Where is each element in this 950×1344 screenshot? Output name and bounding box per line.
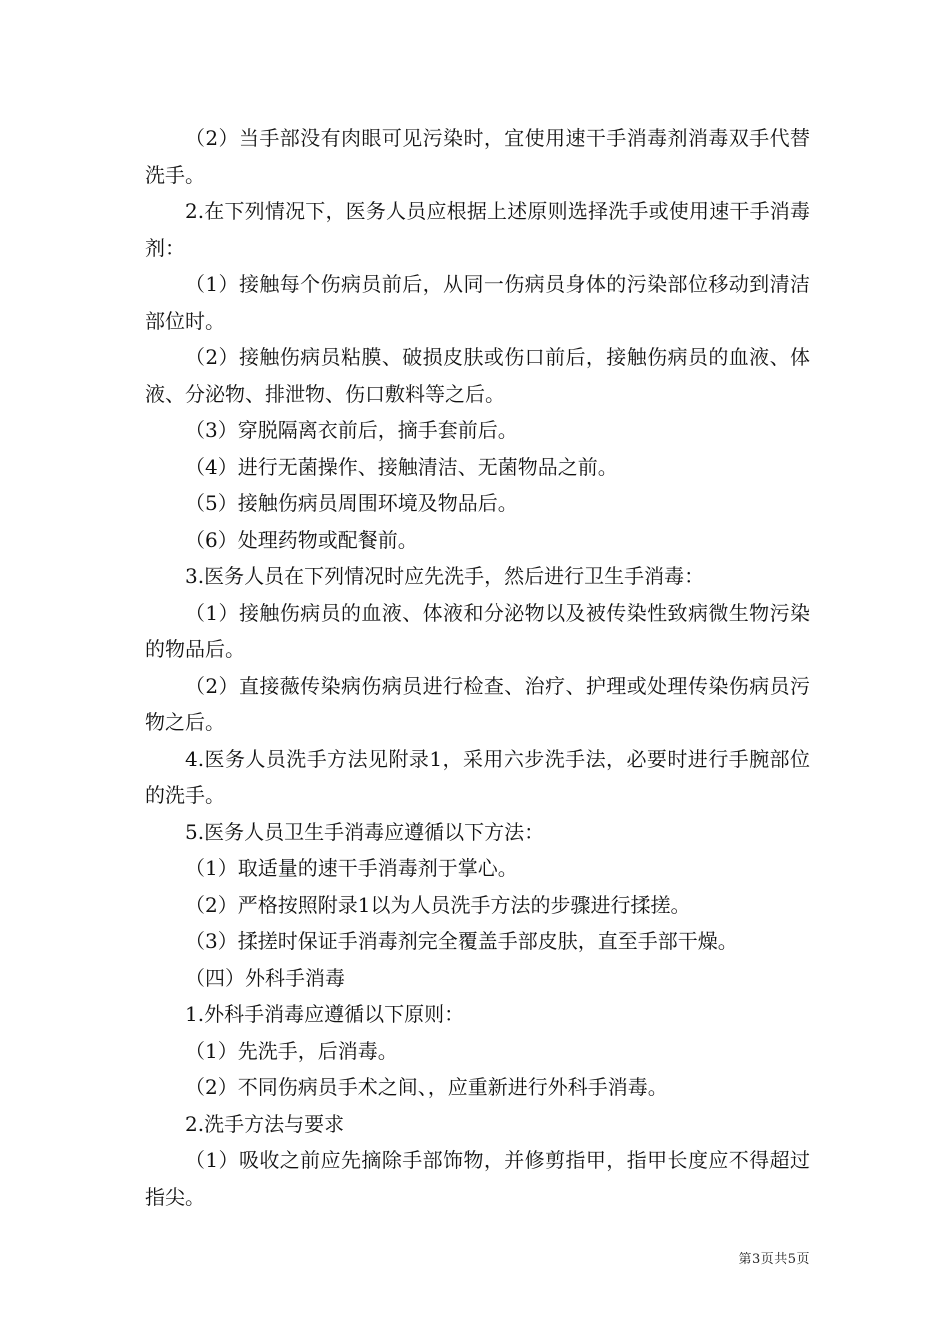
paragraph: 4.医务人员洗手方法见附录1，采用六步洗手法，必要时进行手腕部位的洗手。 bbox=[145, 746, 810, 807]
paragraph: 3.医务人员在下列情况时应先洗手，然后进行卫生手消毒： bbox=[185, 564, 705, 588]
paragraph: （2）严格按照附录1以为人员洗手方法的步骤进行揉搓。 bbox=[185, 892, 691, 917]
document-body bbox=[145, 120, 810, 1215]
paragraph: （4）进行无菌操作、接触清洁、无菌物品之前。 bbox=[185, 454, 618, 479]
paragraph: （2）接触伤病员粘膜、破损皮肤或伤口前后，接触伤病员的血液、体液、分泌物、排泄物、伤口敷料等之后。 bbox=[145, 345, 810, 406]
paragraph: 2.洗手方法与要求 bbox=[185, 1111, 345, 1136]
paragraph: （3）穿脱隔离衣前后，摘手套前后。 bbox=[185, 418, 518, 442]
paragraph: （5）接触伤病员周围环境及物品后。 bbox=[185, 491, 518, 515]
paragraph: （6）处理药物或配餐前。 bbox=[185, 527, 418, 552]
paragraph: （1）接触每个伤病员前后，从同一伤病员身体的污染部位移动到清洁部位时。 bbox=[145, 272, 810, 333]
paragraph: （1）先洗手，后消毒。 bbox=[185, 1038, 398, 1063]
paragraph: （1）接触伤病员的血液、体液和分泌物以及被传染性致病微生物污染的物品后。 bbox=[145, 600, 810, 661]
paragraph: （2）不同伤病员手术之间、，应重新进行外科手消毒。 bbox=[185, 1075, 668, 1099]
paragraph: 1.外科手消毒应遵循以下原则： bbox=[185, 1002, 465, 1026]
paragraph: （2）直接薇传染病伤病员进行检查、治疗、护理或处理传染伤病员污物之后。 bbox=[145, 673, 810, 734]
paragraph: （2）当手部没有肉眼可见污染时，宜使用速干手消毒剂消毒双手代替洗手。 bbox=[145, 126, 810, 187]
section-heading: （四）外科手消毒 bbox=[185, 965, 345, 990]
paragraph: （3）揉搓时保证手消毒剂完全覆盖手部皮肤，直至手部干燥。 bbox=[185, 929, 738, 953]
paragraph: （1）取适量的速干手消毒剂于掌心。 bbox=[185, 856, 518, 880]
page-number-footer: 第3页共5页 bbox=[738, 1252, 810, 1267]
paragraph: 5.医务人员卫生手消毒应遵循以下方法： bbox=[185, 819, 545, 844]
paragraph: （1）吸收之前应先摘除手部饰物，并修剪指甲，指甲长度应不得超过指尖。 bbox=[145, 1148, 810, 1209]
paragraph: 2.在下列情况下，医务人员应根据上述原则选择洗手或使用速干手消毒剂： bbox=[145, 199, 810, 260]
